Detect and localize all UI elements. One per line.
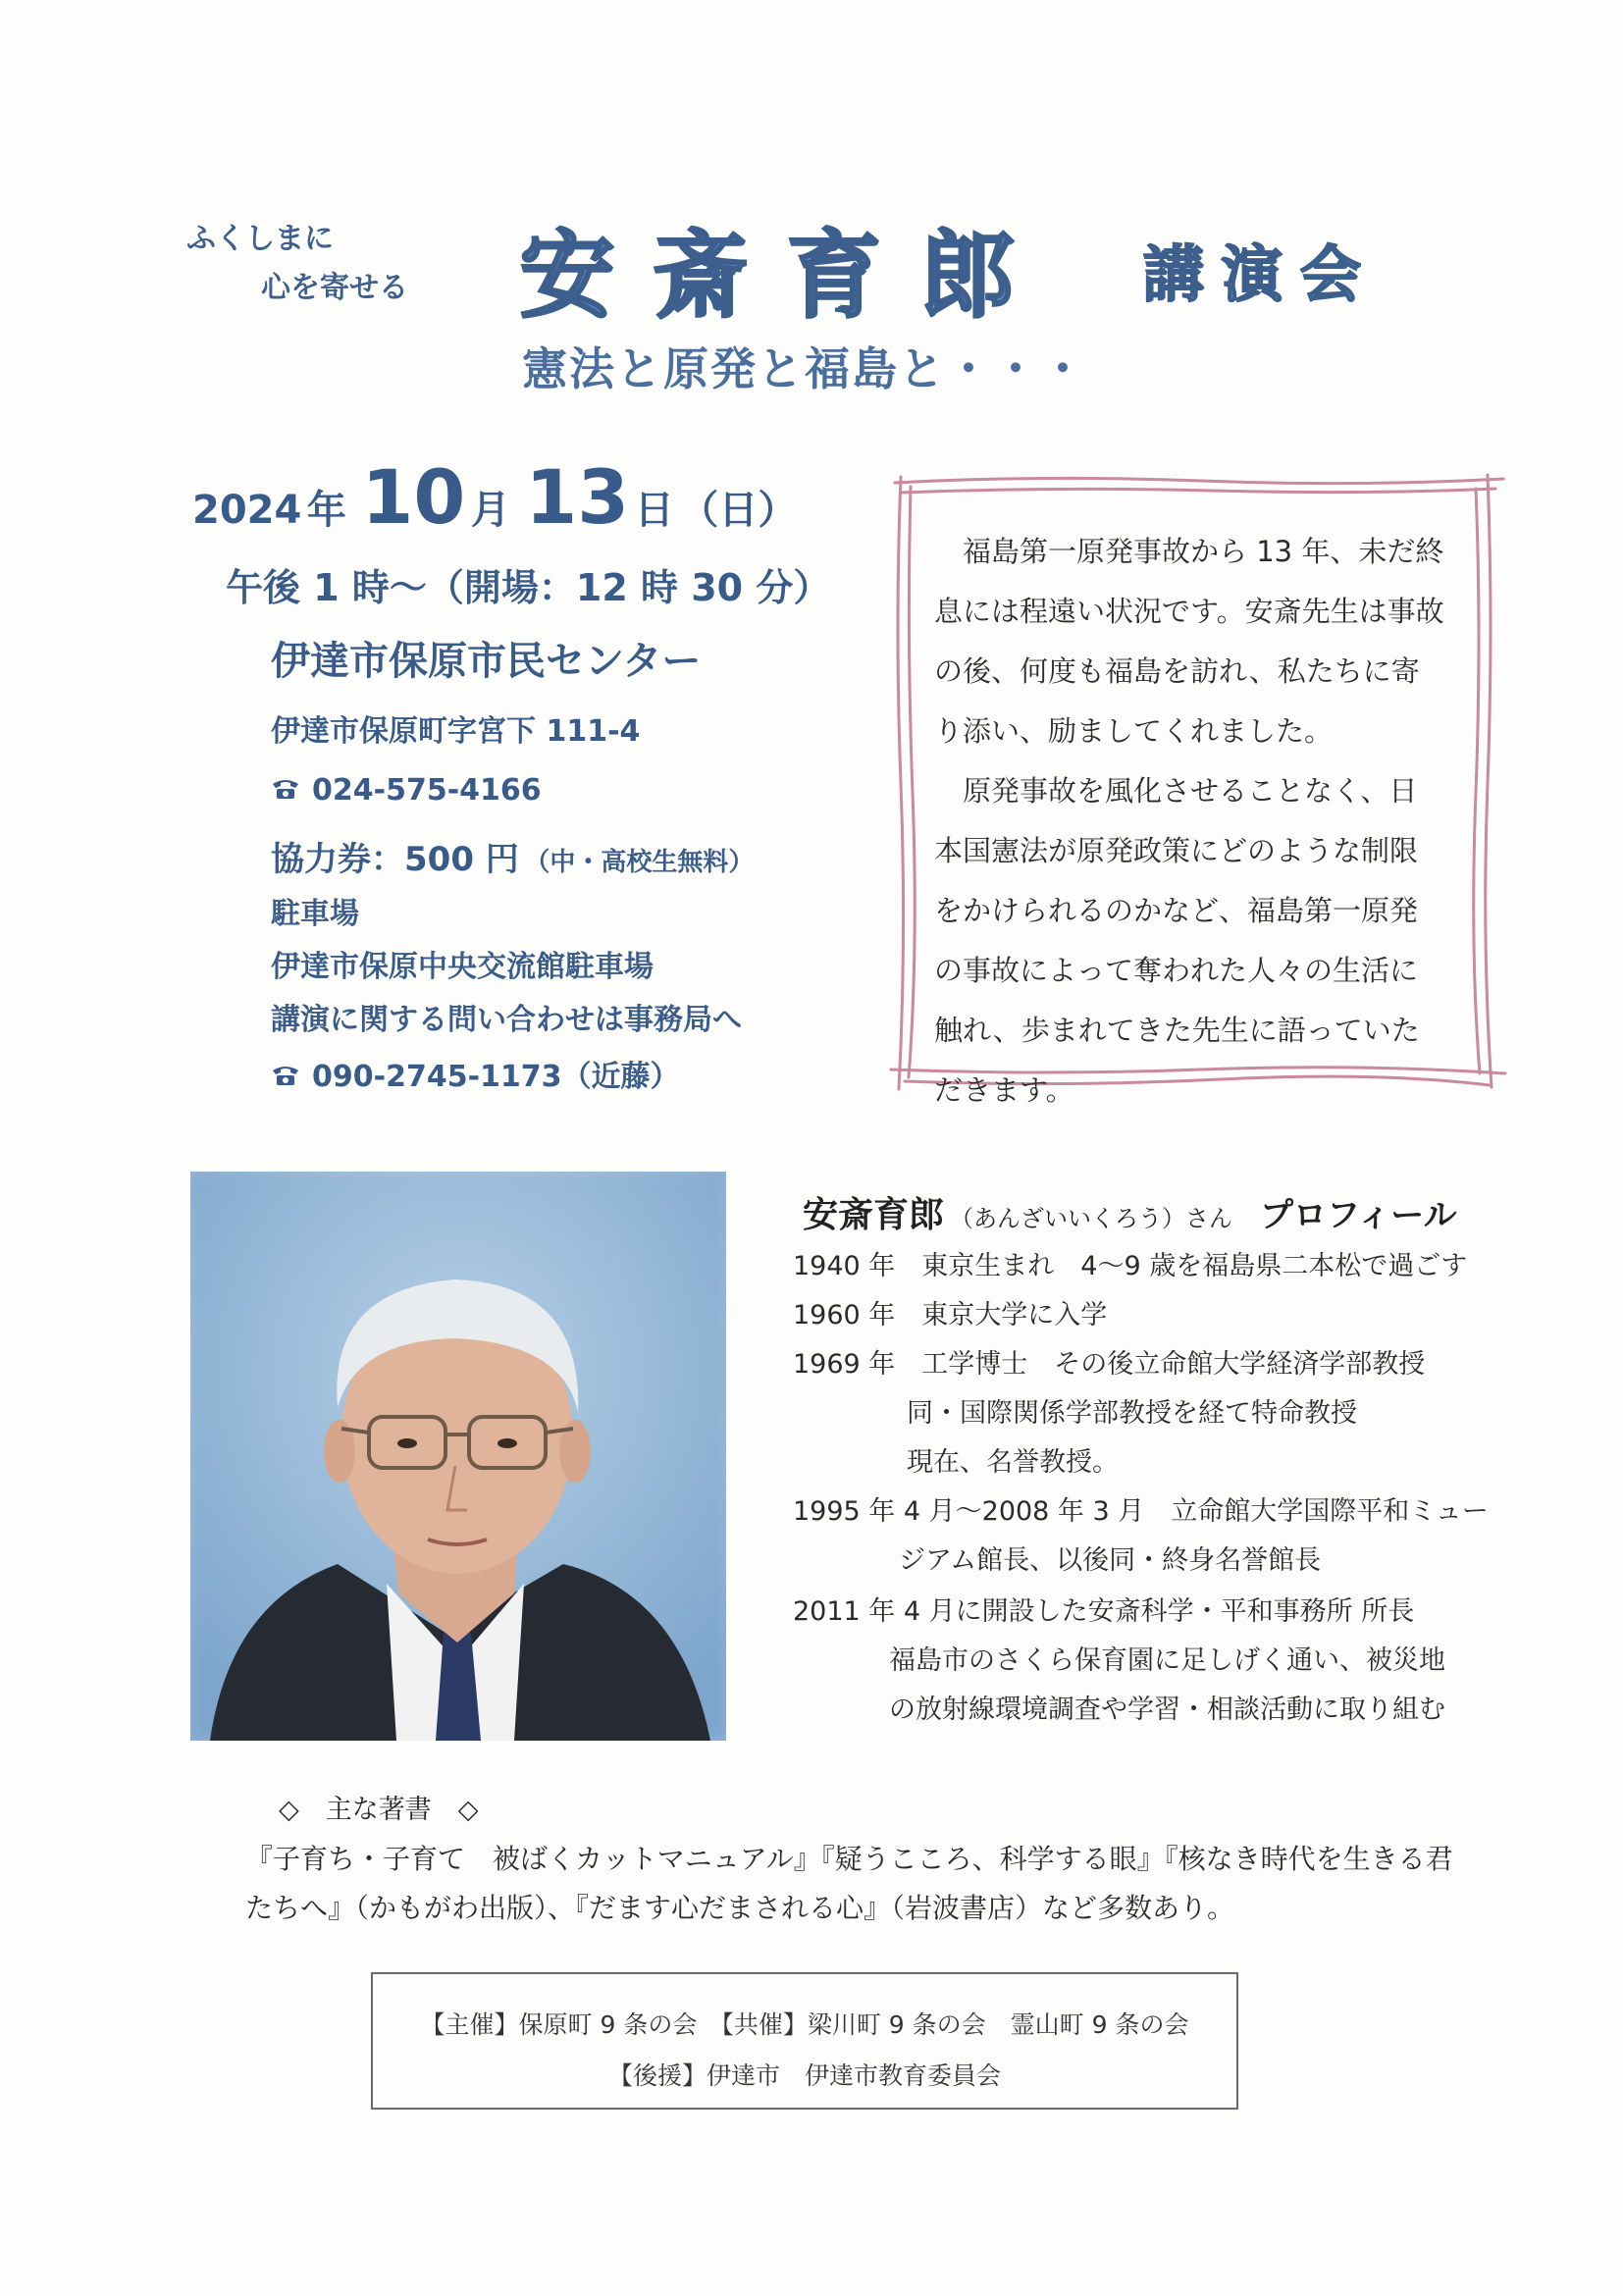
venue-address: 伊達市保原町字宮下 111-4 [271, 714, 641, 749]
phone-icon [271, 1060, 300, 1094]
event-description [934, 522, 1444, 1121]
phone-icon [271, 773, 300, 808]
fee-note: （中・高校生無料） [524, 848, 755, 877]
description-paragraph-2: 原発事故を風化させることなく、日本国憲法が原発政策にどのような制限をかけられるのかなど、福島第一原発の事故によって奪われた人々の生活に触れ、歩まれてきた先生に語っていただきます。 [934, 774, 1420, 1107]
profile-line: 1969 年 工学博士 その後立命館大学経済学部教授 [793, 1349, 1426, 1380]
date-month-unit: 月 [470, 488, 510, 533]
profile-line: 現在、名誉教授。 [907, 1447, 1119, 1478]
profile-line: 1995 年 4 月～2008 年 3 月 立命館大学国際平和ミュー [793, 1496, 1489, 1527]
profile-reading: （あんざいいくろう）さん [950, 1205, 1233, 1232]
date-weekday: （日） [679, 488, 798, 533]
date-day: 13 [525, 453, 630, 541]
venue-phone-row [271, 773, 542, 808]
organizers-box [371, 1972, 1238, 2110]
profile-line: 1960 年 東京大学に入学 [793, 1300, 1108, 1331]
speaker-portrait [190, 1172, 726, 1741]
venue-name: 伊達市保原市民センター [271, 639, 702, 684]
organizers-line-1: 【主催】保原町 9 条の会 【共催】梁川町 9 条の会 霊山町 9 条の会 [420, 2010, 1189, 2039]
date-year-unit: 年 [306, 488, 346, 533]
profile-line: の放射線環境調査や学習・相談活動に取り組む [889, 1695, 1445, 1725]
parking-label: 駐車場 [271, 897, 359, 931]
profile-line: 福島市のさくら保育園に足しげく通い、被災地 [889, 1645, 1445, 1676]
parking-location: 伊達市保原中央交流館駐車場 [271, 950, 654, 984]
books-heading: ◇ 主な著書 ◇ [279, 1795, 479, 1825]
profile-line: 2011 年 4 月に開設した安斎科学・平和事務所 所長 [793, 1596, 1415, 1627]
profile-line: 1940 年 東京生まれ 4～9 歳を福島県二本松で過ごす [793, 1251, 1468, 1281]
books-list: 『子育ち・子育て 被ばくカットマニュアル』『疑うこころ、科学する眼』『核なき時代を生きる君たちへ』（かもがわ出版）、『だます心だまされる心』（岩波書店）など多数あり。 [245, 1843, 1453, 1924]
lecture-subtitle: 憲法と原発と福島と・・・ [522, 342, 1087, 395]
profile-label: プロフィール [1260, 1196, 1457, 1235]
description-paragraph-1: 福島第一原発事故から 13 年、未だ終息には程遠い状況です。安斎先生は事故の後、何度も福島を訪れ、私たちに寄り添い、励ましてくれました。 [934, 535, 1444, 748]
profile-heading [803, 1187, 1457, 1237]
venue-phone: 024-575-4166 [312, 773, 542, 808]
inquiry-phone: 090-2745-1173（近藤） [312, 1060, 680, 1094]
profile-line: 同・国際関係学部教授を経て特命教授 [907, 1398, 1357, 1429]
tagline-line-2: 心を寄せる [261, 271, 408, 305]
profile-line: ジアム館長、以後同・終身名誉館長 [899, 1545, 1322, 1576]
organizers-line-2: 【後援】伊達市 伊達市教育委員会 [607, 2061, 1001, 2090]
date-year: 2024 [192, 488, 302, 533]
speaker-name-title: 安斎育郎 [520, 221, 1054, 331]
tagline-line-1: ふくしまに [186, 222, 334, 256]
event-date [192, 453, 797, 541]
event-type-title: 講演会 [1143, 238, 1380, 310]
fee-row [271, 832, 754, 880]
date-month: 10 [361, 453, 466, 541]
inquiry-text: 講演に関する問い合わせは事務局へ [271, 1003, 742, 1037]
fee-label: 協力券：500 円 [271, 840, 519, 879]
event-time: 午後 1 時～（開場：12 時 30 分） [226, 566, 831, 609]
profile-name: 安斎育郎 [803, 1195, 945, 1235]
inquiry-phone-row [271, 1052, 680, 1095]
date-day-unit: 日 [634, 488, 674, 533]
